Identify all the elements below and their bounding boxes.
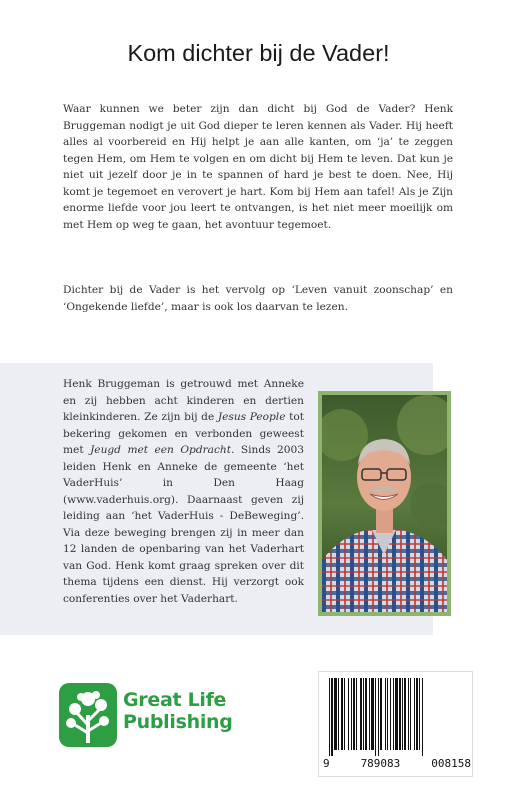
barcode-bar — [344, 678, 345, 750]
author-photo — [322, 395, 447, 612]
series-paragraph: Dichter bij de Vader is het vervolg op ‘Leven vanuit zoonschap’ en ‘Ongekende liefde’, maar is ook los daarvan te lezen. — [63, 284, 453, 313]
barcode-bar — [356, 678, 357, 750]
barcode-bar — [353, 678, 355, 750]
isbn-digit-prefix: 9 — [323, 757, 330, 770]
barcode-bar — [399, 678, 401, 750]
barcode-bar — [348, 678, 349, 750]
barcode-bar — [338, 678, 339, 750]
isbn-digit-group1: 789083 — [360, 757, 401, 770]
barcode-bar — [408, 678, 409, 750]
barcode-bar — [341, 678, 343, 750]
barcode-bar — [329, 678, 330, 756]
publisher-logo — [57, 675, 247, 755]
barcode-bar — [404, 678, 406, 750]
barcode-bar — [393, 678, 394, 750]
barcode-bar — [369, 678, 370, 750]
blurb-paragraph: Waar kunnen we beter zijn dan dicht bij God de Vader? Henk Bruggeman nodigt je uit God dieper te leren kennen als Vader. Hij heeft alles al voorbereid en Hij helpt je aan alle kanten, om ‘ja’ te zeggen tegen Hem, om Hem te volgen en om dicht bij Hem te leven. Dat kun je niet uit jezelf door je in te spannen of hard je best te doen. Nee, Hij komt je tegemoet en verovert je hart. Kom bij Hem aan tafel! Als je Zijn enorme liefde voor jou leert te ontvangen, is het niet meer moeilijk om met Hem op weg te gaan, het avontuur tegemoet. — [63, 103, 453, 231]
barcode-bar — [375, 678, 376, 756]
book-title: Kom dichter bij de Vader! — [127, 40, 390, 66]
barcode-bar — [387, 678, 388, 750]
barcode-bar — [402, 678, 403, 750]
barcode-bar — [419, 678, 420, 750]
barcode-bar — [410, 678, 411, 750]
barcode-bar — [378, 678, 379, 756]
barcode-bar — [363, 678, 364, 750]
bio-text-2: tot bekering gekomen en verbonden geweest met — [63, 411, 304, 456]
isbn-digit-group2: 008158 — [431, 757, 471, 770]
barcode-bar — [334, 678, 337, 750]
barcode-bar — [390, 678, 391, 750]
author-bio — [63, 376, 304, 607]
publisher-name — [123, 689, 233, 733]
barcode-bar — [414, 678, 415, 750]
barcode-bar — [371, 678, 374, 750]
barcode-bar — [422, 678, 423, 756]
bio-text-3: . Sinds 2003 leiden Henk en Anneke de gemeente ‘het VaderHuis’ in Den Haag (www.vaderhuis.org). Daarnaast geven zij leiding aan ‘het VaderHuis - DeBeweging’. Via deze beweging brengen zij in meer dan 12 landen de openbaring van het Vaderhart van God. Henk komt graag spreken over dit thema tijdens een dienst. Hij verzorgt ook conferenties over het Vaderhart. — [63, 444, 304, 605]
isbn-digits — [323, 757, 471, 770]
bio-italic-jesus-people: Jesus People — [217, 411, 286, 423]
barcode-bar — [380, 678, 382, 750]
barcode-bar — [395, 678, 398, 750]
bio-text-1: Henk Bruggeman is getrouwd met Anneke en zij hebben acht kinderen en dertien kleinkinderen. Ze zijn bij de — [63, 378, 304, 423]
barcode-bar — [360, 678, 362, 750]
barcode-bar — [416, 678, 418, 750]
publisher-name-line1: Great Life — [123, 689, 227, 711]
bio-italic-jmeo: Jeugd met een Opdracht — [90, 444, 231, 456]
barcode-bar — [331, 678, 333, 756]
barcode-bar — [351, 678, 352, 750]
tree-icon — [57, 675, 119, 755]
barcode-bar — [365, 678, 367, 750]
barcode-bars — [319, 672, 472, 756]
isbn-barcode — [318, 671, 473, 777]
author-photo-frame — [318, 391, 451, 616]
barcode-bar — [385, 678, 386, 750]
publisher-name-line2: Publishing — [123, 711, 233, 733]
